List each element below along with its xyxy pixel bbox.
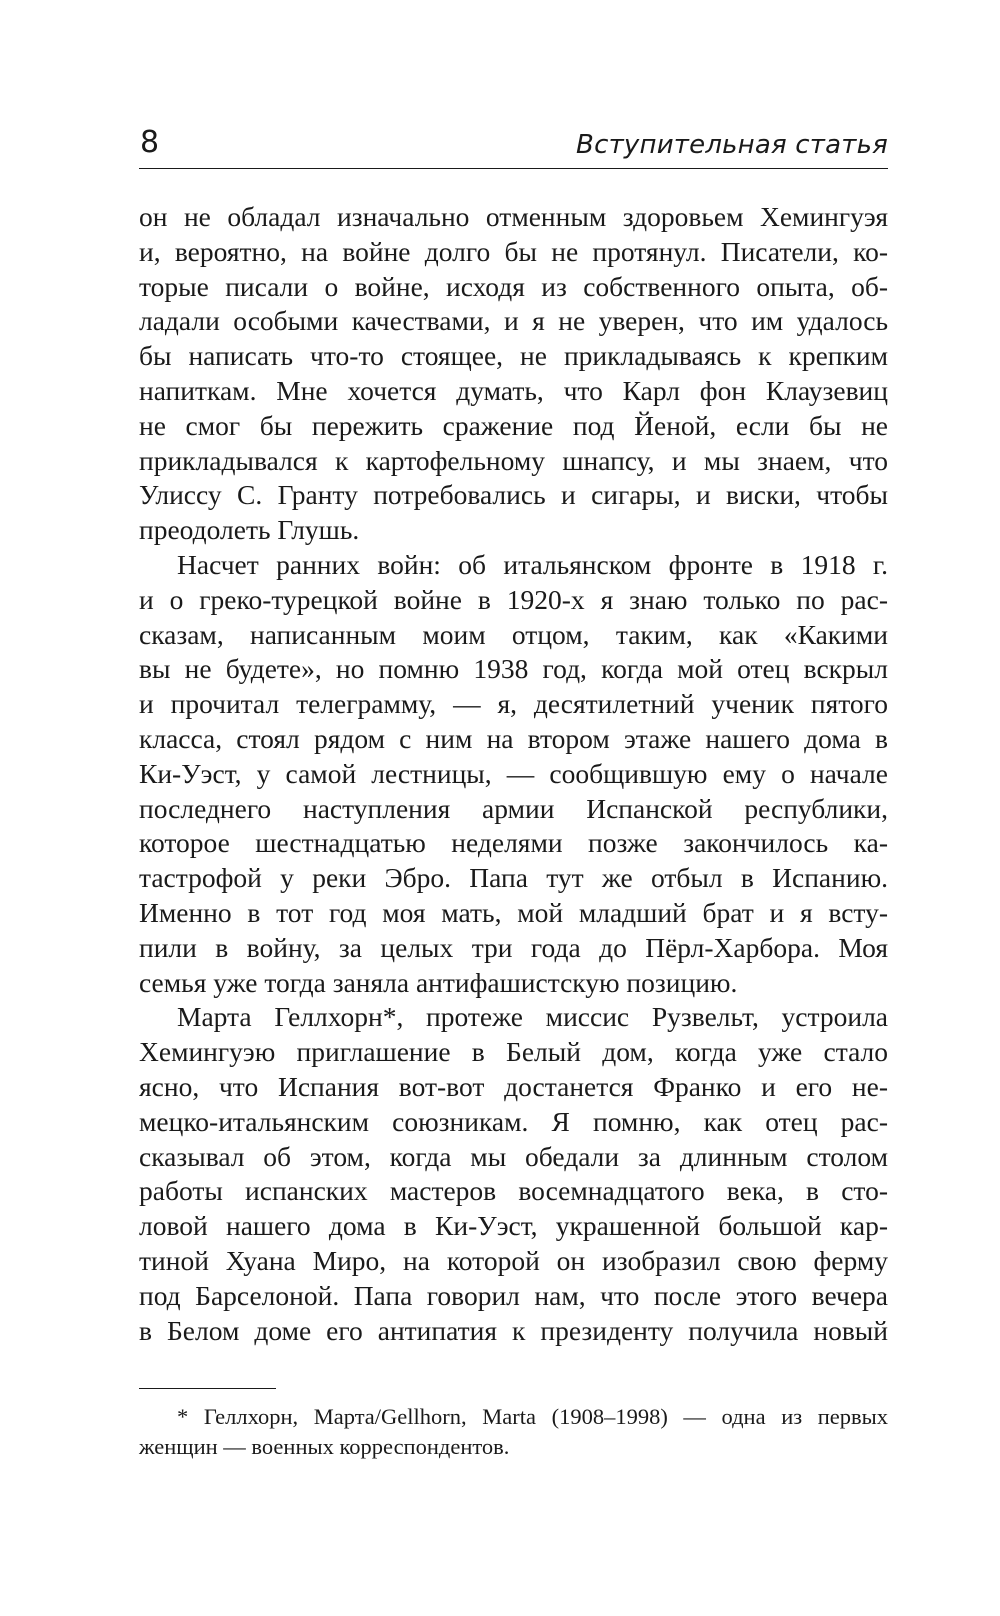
text-line: сказывал об этом, когда мы обедали за длинным столом <box>139 1140 888 1172</box>
text-line: в Белом доме его антипатия к президенту получила новый <box>139 1314 888 1346</box>
text-line: Хемингуэю приглашение в Белый дом, когда уже стало <box>139 1036 888 1068</box>
text-line: работы испанских мастеров восемнадцатого века, в сто- <box>139 1175 888 1207</box>
text-line: Марта Геллхорн*, протеже миссис Рузвельт, устроила <box>177 1001 888 1033</box>
text-line: Именно в тот год моя мать, мой младший брат и я всту- <box>139 896 888 928</box>
footnote-line: * Геллхорн, Марта/Gellhorn, Marta (1908–1998) — одна из первых <box>177 1404 888 1429</box>
text-line: ловой нашего дома в Ки-Уэст, украшенной большой кар- <box>139 1210 888 1242</box>
page-number: 8 <box>140 125 160 160</box>
text-line: бы написать что-то стоящее, не прикладываясь к крепким <box>139 340 888 372</box>
text-line: тастрофой у реки Эбро. Папа тут же отбыл в Испанию. <box>139 862 888 894</box>
text-line: прикладывался к картофельному шнапсу, и мы знаем, что <box>139 444 888 476</box>
text-line: и о греко-турецкой войне в 1920-х я знаю только по рас- <box>139 583 888 615</box>
text-line: тиной Хуана Миро, на которой он изобразил свою ферму <box>139 1244 888 1276</box>
text-line: ладали особыми качествами, и я не уверен, что им удалось <box>139 305 888 337</box>
footnote-line: женщин — военных корреспондентов. <box>139 1434 510 1459</box>
text-line: под Барселоной. Папа говорил нам, что после этого вечера <box>139 1279 888 1311</box>
text-line: Улиссу С. Гранту потребовались и сигары, и виски, чтобы <box>139 479 888 511</box>
text-line: не смог бы пережить сражение под Йеной, если бы не <box>139 409 888 441</box>
text-line: класса, стоял рядом с ним на втором этаже нашего дома в <box>139 722 888 754</box>
text-line: и прочитал телеграмму, — я, десятилетний ученик пятого <box>139 688 888 720</box>
running-head <box>139 122 888 169</box>
text-line: пили в войну, за целых три года до Пёрл-Харбора. Моя <box>139 931 888 963</box>
text-line: Насчет ранних войн: об итальянском фронте в 1918 г. <box>177 548 888 580</box>
text-line: которое шестнадцатью неделями позже закончилось ка- <box>139 827 888 859</box>
text-line: вы не будете», но помню 1938 год, когда мой отец вскрыл <box>139 653 888 685</box>
footnote <box>139 1402 888 1462</box>
text-line: торые писали о войне, исходя из собственного опыта, об- <box>139 270 888 302</box>
footnote-divider <box>139 1388 276 1389</box>
body-text <box>139 200 888 1348</box>
text-line: семья уже тогда заняла антифашистскую позицию. <box>139 966 738 998</box>
text-line: Ки-Уэст, у самой лестницы, — сообщившую ему о начале <box>139 757 888 789</box>
text-line: последнего наступления армии Испанской республики, <box>139 792 888 824</box>
running-title: Вступительная статья <box>576 130 888 160</box>
text-line: он не обладал изначально отменным здоровьем Хемингуэя <box>139 201 888 232</box>
text-line: мецко-итальянским союзникам. Я помню, как отец рас- <box>139 1105 888 1137</box>
text-line: преодолеть Глушь. <box>139 514 360 546</box>
text-line: сказам, написанным моим отцом, таким, как «Какими <box>139 618 888 650</box>
text-line: ясно, что Испания вот-вот достанется Франко и его не- <box>139 1070 888 1102</box>
text-line: и, вероятно, на войне долго бы не протянул. Писатели, ко- <box>139 235 888 267</box>
text-line: напиткам. Мне хочется думать, что Карл фон Клаузевиц <box>139 374 888 406</box>
